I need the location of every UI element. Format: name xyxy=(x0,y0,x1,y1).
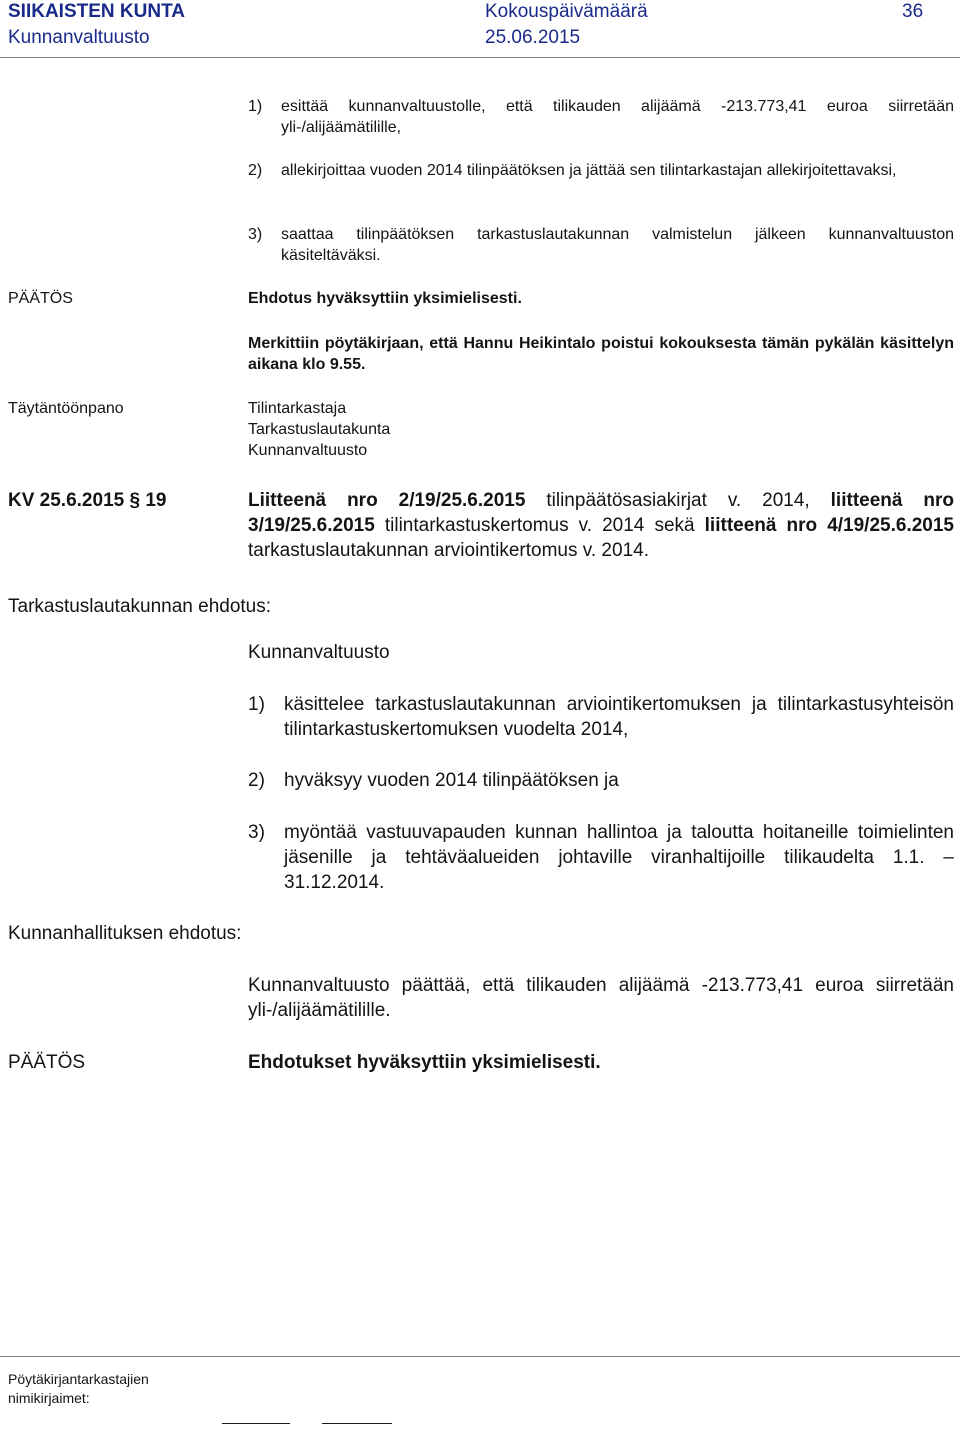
footer-label-line2: nimikirjaimet: xyxy=(8,1390,90,1406)
footer-rule xyxy=(0,1356,960,1357)
board-proposal-label: Kunnanhallituksen ehdotus: xyxy=(8,923,242,944)
page-number: 36 xyxy=(902,1,924,22)
list-item: 1) käsittelee tarkastuslautakunnan arviointikertomuksen ja tilintarkastusyhteisön tilintarkastuskertomuksen vuodelta 2014, xyxy=(248,694,954,740)
decision-note: Merkittiin pöytäkirjaan, että Hannu Heikintalo poistui kokouksesta tämän pykälän käsittelyn aikana klo 9.55. xyxy=(248,335,954,373)
proposal-label: Tarkastuslautakunnan ehdotus: xyxy=(8,596,272,617)
addressee: Kunnanvaltuusto xyxy=(248,642,390,663)
date-label: Kokouspäivämäärä xyxy=(485,1,648,22)
decision-label: PÄÄTÖS xyxy=(8,290,73,307)
decision-text: Ehdotukset hyväksyttiin yksimielisesti. xyxy=(248,1052,601,1073)
execution-label: Täytäntöönpano xyxy=(8,400,124,417)
attachments-paragraph: Liitteenä nro 2/19/25.6.2015 tilinpäätösasiakirjat v. 2014, liitteenä nro 3/19/25.6.2015 tilintarkastuskertomus v. 2014 sekä liitteenä nro 4/19/25.6.2015 tarkastuslautakunnan arviointikertomus v. 2014. xyxy=(248,490,955,561)
recipient: Tarkastuslautakunta xyxy=(248,421,391,438)
signature-line xyxy=(322,1423,392,1424)
recipient: Kunnanvaltuusto xyxy=(248,442,368,459)
header-rule xyxy=(0,57,960,58)
board-proposal-text: Kunnanvaltuusto päättää, että tilikauden alijäämä -213.773,41 euroa siirretään yli-/alijäämätilille. xyxy=(248,975,954,1021)
list-item: 3) saattaa tilinpäätöksen tarkastuslautakunnan valmistelun jälkeen kunnanvaltuuston käsiteltäväksi. xyxy=(248,226,954,264)
signature-line xyxy=(222,1423,290,1424)
decision-text: Ehdotus hyväksyttiin yksimielisesti. xyxy=(248,290,522,307)
municipality-name: SIIKAISTEN KUNTA xyxy=(8,1,185,22)
list-item: 3) myöntää vastuuvapauden kunnan hallintoa ja taloutta hoitaneille toimielinten jäsenille ja tehtäväalueiden johtaville viranhaltijoille tilikaudelta 1.1. – 31.12.2014. xyxy=(248,822,954,893)
recipient: Tilintarkastaja xyxy=(248,400,347,417)
meeting-body: Kunnanvaltuusto xyxy=(8,27,150,48)
list-item: 2) allekirjoittaa vuoden 2014 tilinpäätöksen ja jättää sen tilintarkastajan allekirjoitettavaksi, xyxy=(248,162,897,179)
list-item: 1) esittää kunnanvaltuustolle, että tilikauden alijäämä -213.773,41 euroa siirretään yli-/alijäämätilille, xyxy=(248,98,954,136)
section-label: KV 25.6.2015 § 19 xyxy=(8,490,167,511)
footer-label-line1: Pöytäkirjantarkastajien xyxy=(8,1371,149,1387)
decision-label: PÄÄTÖS xyxy=(8,1052,86,1073)
list-item: 2) hyväksyy vuoden 2014 tilinpäätöksen ja xyxy=(248,770,619,791)
meeting-date: 25.06.2015 xyxy=(485,27,581,48)
